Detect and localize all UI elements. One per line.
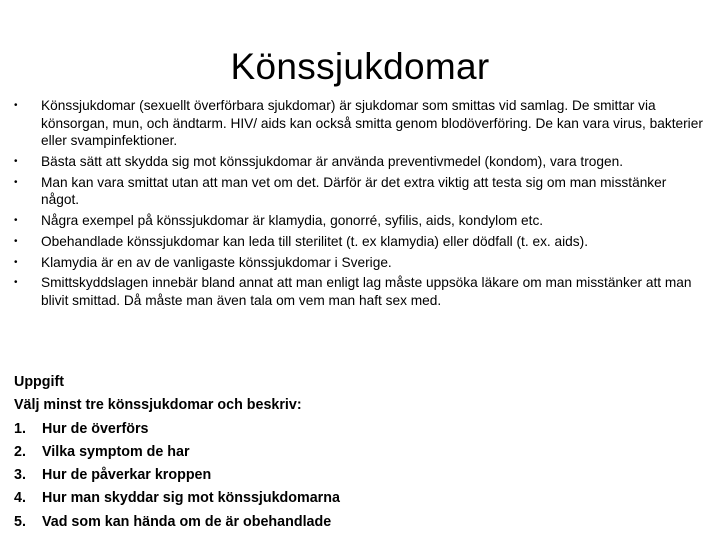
- task-instruction: Välj minst tre könssjukdomar och beskriv:: [14, 397, 302, 414]
- bullet-item: [14, 212, 704, 230]
- task-item: [14, 511, 704, 534]
- task-item-text: Hur man skyddar sig mot könssjukdomarna: [42, 490, 340, 507]
- slide-title: Könssjukdomar: [230, 46, 490, 87]
- task-section: [14, 371, 704, 534]
- bullet-item: [14, 97, 704, 150]
- task-item-text: Vad som kan hända om de är obehandlade: [42, 513, 332, 530]
- bullet-glyph: •: [14, 176, 18, 188]
- task-item-number: 1.: [14, 420, 26, 437]
- bullet-item: [14, 274, 704, 309]
- task-item-text: Hur de överförs: [42, 420, 149, 437]
- bullet-item: [14, 254, 704, 272]
- bullet-text: Man kan vara smittat utan att man vet om det. Därför är det extra viktig att testa sig om man misstänker något.: [41, 174, 667, 208]
- task-item: [14, 418, 704, 441]
- bullet-glyph: •: [14, 235, 18, 247]
- bullet-text: Könssjukdomar (sexuellt överförbara sjukdomar) är sjukdomar som smittas vid samlag. De smittar via könsorgan, mun, och ändtarm. HIV/ aids kan också smitta genom blodöverföring. De kan vara virus, bakterier eller svampinfektioner.: [41, 98, 703, 149]
- bullet-glyph: •: [14, 256, 18, 268]
- task-item: [14, 487, 704, 510]
- task-item-number: 2.: [14, 443, 26, 460]
- task-item: [14, 441, 704, 464]
- bullet-text: Klamydia är en av de vanligaste könssjukdomar i Sverige.: [41, 254, 392, 270]
- bullet-glyph: •: [14, 155, 18, 167]
- bullet-text: Obehandlade könssjukdomar kan leda till sterilitet (t. ex klamydia) eller dödfall (t. ex. aids).: [41, 233, 588, 249]
- bullet-glyph: •: [14, 215, 18, 227]
- task-item-text: Vilka symptom de har: [42, 443, 190, 460]
- task-item-number: 4.: [14, 490, 26, 507]
- bullet-item: [14, 153, 704, 171]
- bullet-item: [14, 174, 704, 209]
- bullet-text: Några exempel på könssjukdomar är klamydia, gonorré, syfilis, aids, kondylom etc.: [41, 213, 544, 229]
- task-heading: Uppgift: [14, 374, 65, 390]
- bullet-glyph: •: [14, 277, 18, 289]
- task-item-text: Hur de påverkar kroppen: [42, 467, 212, 484]
- bullet-text: Smittskyddslagen innebär bland annat att man enligt lag måste uppsöka läkare om man misstänker att man blivit smittad. Då måste man även tala om vem man haft sex med.: [41, 275, 692, 309]
- task-item-number: 5.: [14, 513, 26, 530]
- bullet-text: Bästa sätt att skydda sig mot könssjukdomar är använda preventivmedel (kondom), vara trogen.: [41, 153, 624, 169]
- bullet-glyph: •: [14, 100, 18, 111]
- task-list: [14, 418, 704, 534]
- task-item: [14, 464, 704, 487]
- bullet-item: [14, 233, 704, 251]
- task-item-number: 3.: [14, 467, 26, 484]
- bullet-list: [14, 97, 704, 313]
